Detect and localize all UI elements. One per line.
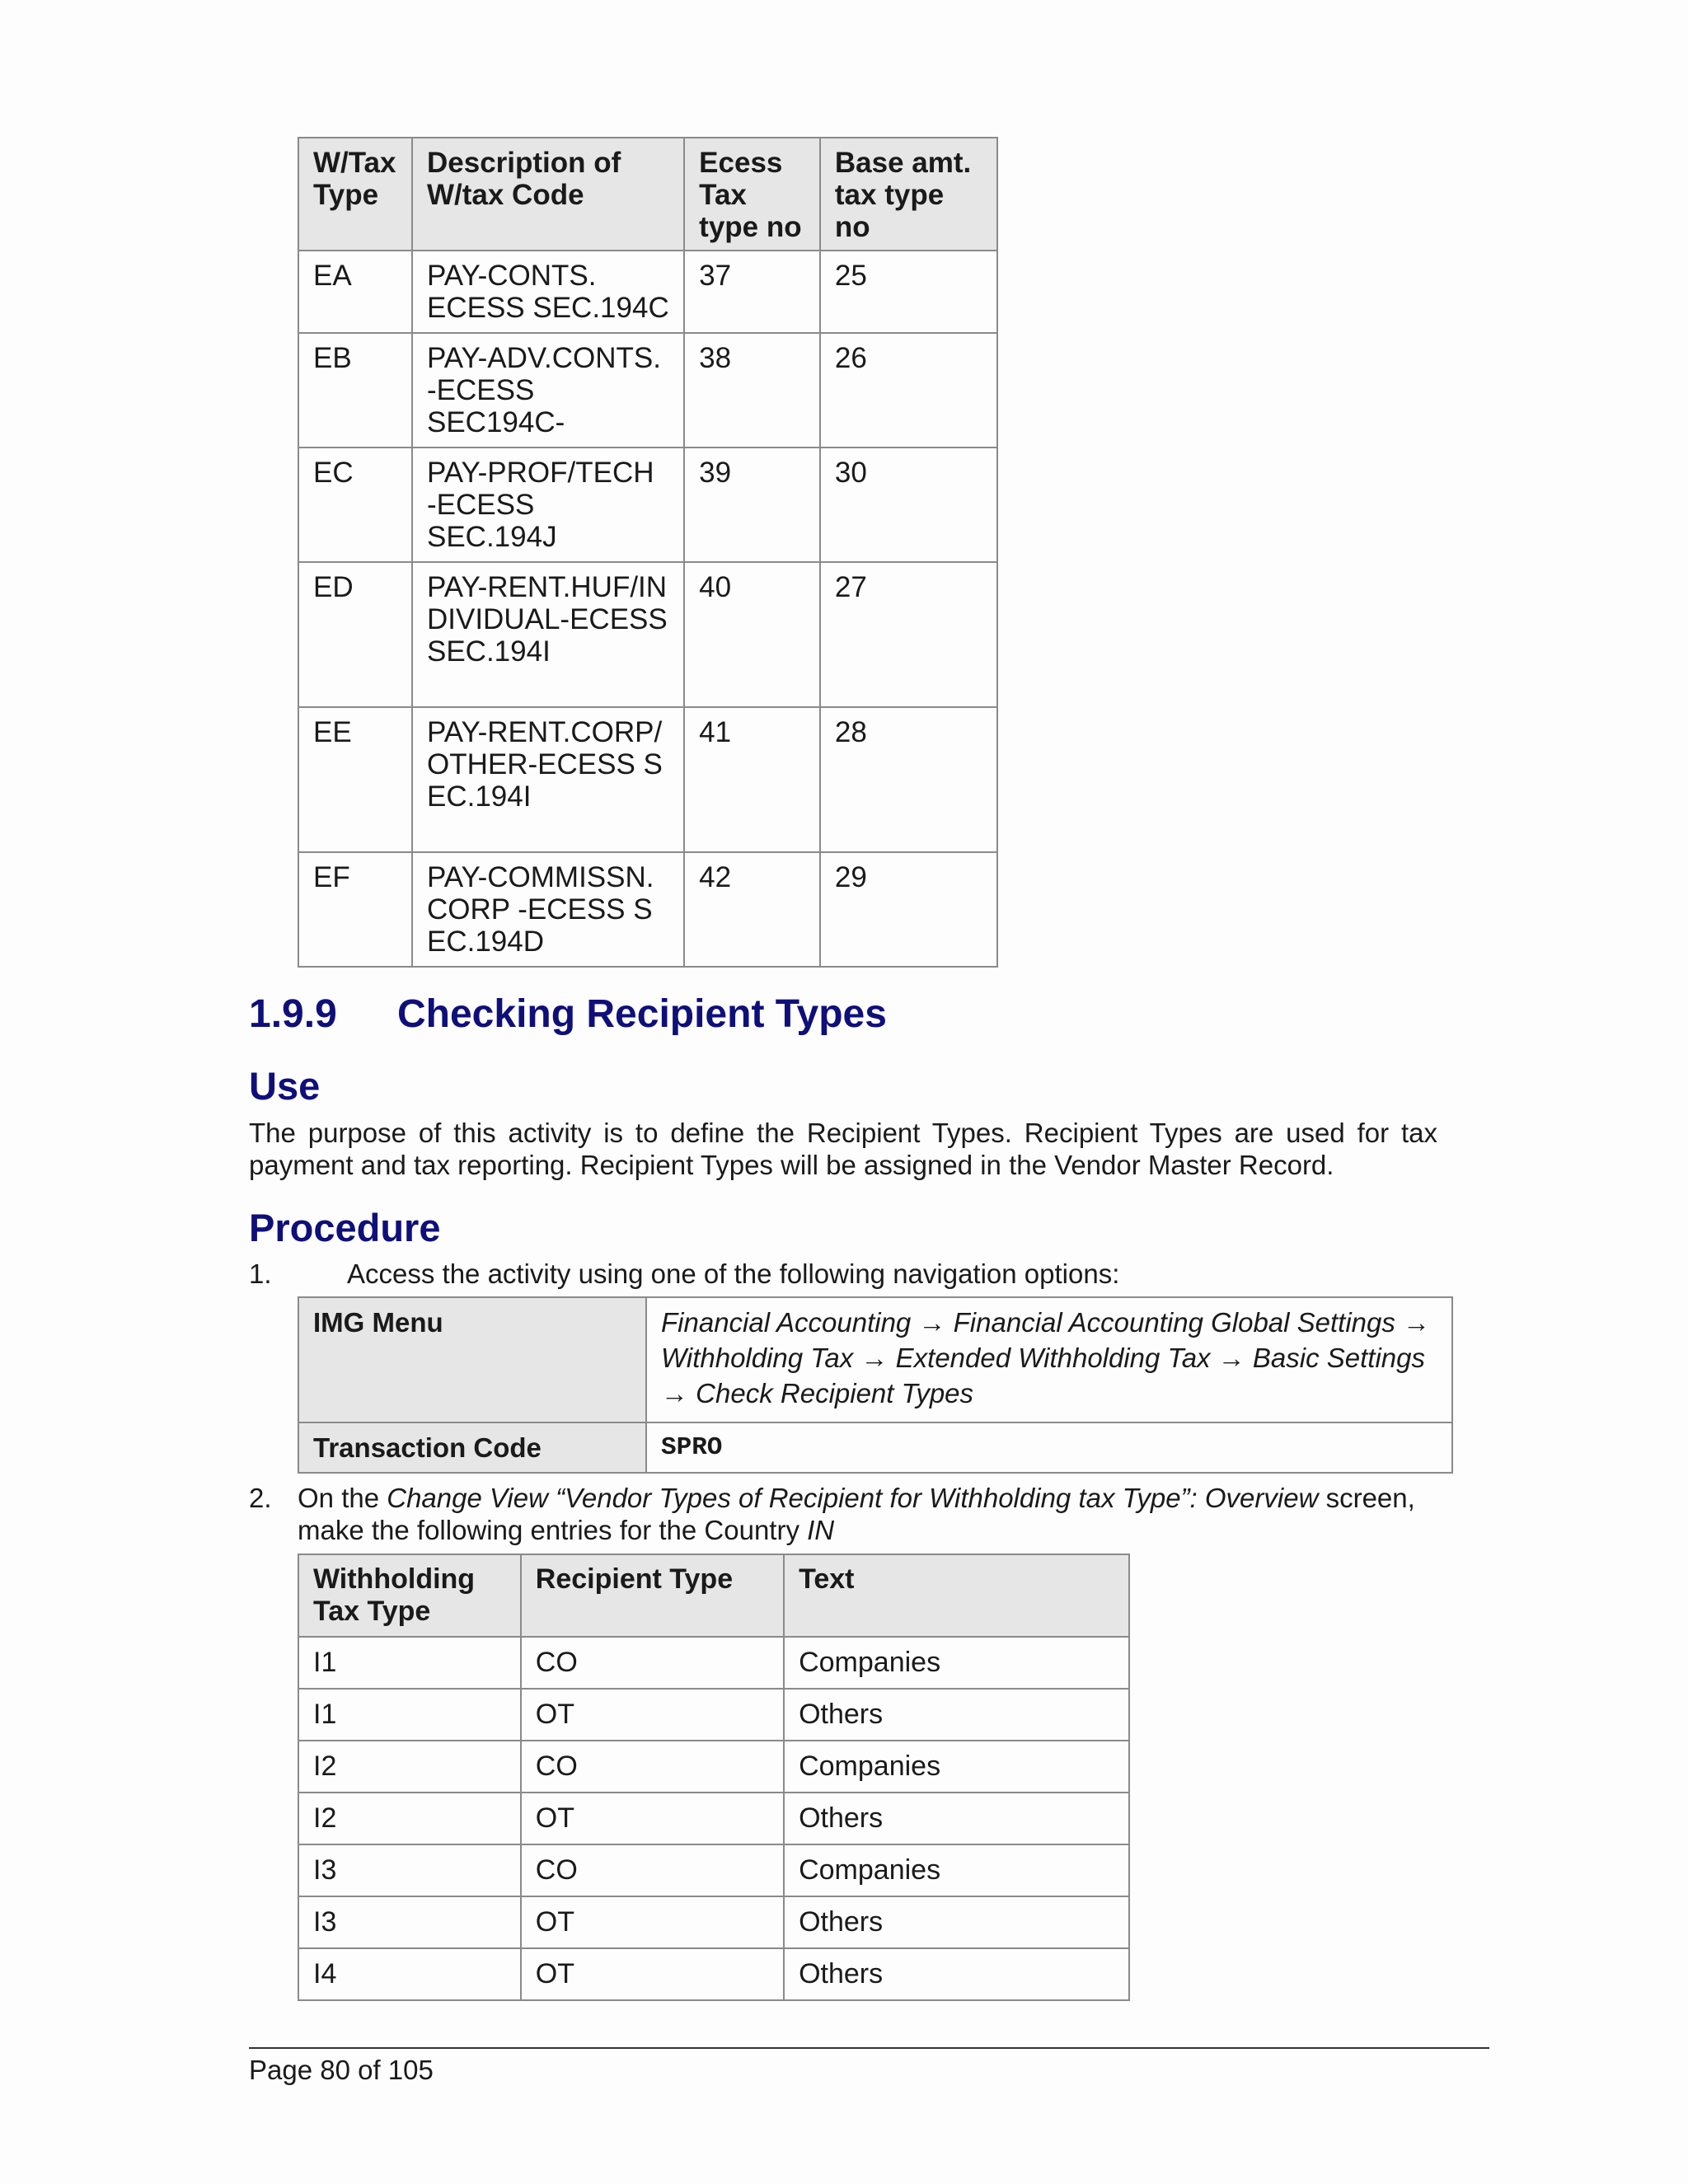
country-code: IN [807,1515,835,1545]
arrow-icon: → [661,1378,688,1408]
table-cell: I3 [298,1896,521,1948]
page-number: Page 80 of 105 [249,2055,434,2085]
arrow-icon: → [1403,1307,1431,1338]
table-cell: EF [298,852,412,967]
table-cell: PAY-RENT.CORP/OTHER-ECESS SEC.194I [412,707,684,852]
table-cell: Others [784,1689,1129,1741]
arrow-icon: → [918,1307,946,1338]
step-1-number: 1. [249,1258,272,1289]
step-2-text-part: screen, make the following entries for the Country [298,1483,1415,1545]
table-cell: CO [521,1741,784,1793]
table-cell: Companies [784,1741,1129,1793]
table-cell: Others [784,1896,1129,1948]
arrow-icon: → [1217,1343,1245,1373]
column-header: Recipient Type [521,1554,784,1637]
table-cell: 42 [684,852,820,967]
table-cell: EE [298,707,412,852]
table-cell: CO [521,1844,784,1896]
table-cell: ED [298,562,412,707]
table-row [298,1844,1129,1896]
table-cell: PAY-COMMISSN.CORP -ECESS SEC.194D [412,852,684,967]
table-header-row [298,1554,1129,1637]
path-segment: Extended Withholding Tax [895,1343,1211,1373]
table-cell: 40 [684,562,820,707]
column-header: Withholding Tax Type [298,1554,521,1637]
step-2-text [298,1482,1460,1546]
table-cell: 37 [684,251,820,333]
table-cell: CO [521,1637,784,1689]
path-segment: Withholding Tax [661,1343,854,1373]
path-segment: Financial Accounting [661,1307,912,1338]
withholding-tax-code-table [298,137,998,968]
table-row [298,1689,1129,1741]
table-row [298,707,997,852]
table-row [298,333,997,448]
table-cell: 28 [820,707,997,852]
table-cell: PAY-CONTS. ECESS SEC.194C [412,251,684,333]
transaction-code-label: Transaction Code [298,1422,646,1473]
table-cell: OT [521,1948,784,2000]
table-cell: EB [298,333,412,448]
table-cell: I1 [298,1637,521,1689]
column-header: Description of W/tax Code [412,138,684,251]
table-cell: 38 [684,333,820,448]
step-2-number: 2. [249,1483,272,1513]
path-segment: Check Recipient Types [696,1378,974,1408]
table-row [298,852,997,967]
column-header: Ecess Tax type no [684,138,820,251]
table-cell: 39 [684,448,820,562]
table-cell: EC [298,448,412,562]
use-paragraph: The purpose of this activity is to define the Recipient Types. Recipient Types are used for tax payment and tax reporting. Recipient Types will be assigned in the Vendor Master Record. [249,1118,1437,1180]
table-row [298,1948,1129,2000]
img-menu-label: IMG Menu [298,1297,646,1422]
table-cell: I2 [298,1793,521,1844]
table-cell: EA [298,251,412,333]
procedure-heading: Procedure [249,1206,441,1249]
table-cell: OT [521,1896,784,1948]
table-cell: 26 [820,333,997,448]
table-cell: Others [784,1793,1129,1844]
section-number: 1.9.9 [249,992,337,1036]
footer-divider [249,2047,1489,2049]
img-menu-path [646,1297,1452,1422]
navigation-options-table [298,1296,1453,1474]
table-cell: 27 [820,562,997,707]
screen-name: Change View “Vendor Types of Recipient for Withholding tax Type”: Overview [387,1483,1319,1513]
table-cell: I2 [298,1741,521,1793]
table-row [298,1741,1129,1793]
table-row [298,1793,1129,1844]
section-heading [249,991,887,1037]
table-cell: PAY-RENT.HUF/INDIVIDUAL-ECESS SEC.194I [412,562,684,707]
path-segment: Financial Accounting Global Settings [953,1307,1395,1338]
table-cell: 41 [684,707,820,852]
table-row [298,1422,1452,1473]
transaction-code-value: SPRO [646,1422,1452,1473]
path-segment: Basic Settings [1252,1343,1425,1373]
arrow-icon: → [860,1343,889,1373]
table-cell: 30 [820,448,997,562]
table-cell: 29 [820,852,997,967]
table-header-row [298,138,997,251]
column-header: W/Tax Type [298,138,412,251]
table-row [298,562,997,707]
table-cell: 25 [820,251,997,333]
step-2-text-part: On the [298,1483,387,1513]
section-title: Checking Recipient Types [397,992,887,1036]
table-cell: Companies [784,1844,1129,1896]
table-row [298,1896,1129,1948]
table-cell: I4 [298,1948,521,2000]
recipient-types-table [298,1554,1130,2001]
use-heading: Use [249,1064,321,1108]
table-cell: OT [521,1793,784,1844]
column-header: Text [784,1554,1129,1637]
step-1-text: Access the activity using one of the following navigation options: [347,1258,1120,1289]
table-cell: Companies [784,1637,1129,1689]
table-row [298,1637,1129,1689]
table-cell: PAY-PROF/TECH -ECESS SEC.194J [412,448,684,562]
table-cell: PAY-ADV.CONTS. -ECESS SEC194C- [412,333,684,448]
table-row [298,1297,1452,1422]
table-cell: I1 [298,1689,521,1741]
table-cell: Others [784,1948,1129,2000]
column-header: Base amt. tax type no [820,138,997,251]
table-cell: I3 [298,1844,521,1896]
table-cell: OT [521,1689,784,1741]
table-row [298,448,997,562]
table-row [298,251,997,333]
